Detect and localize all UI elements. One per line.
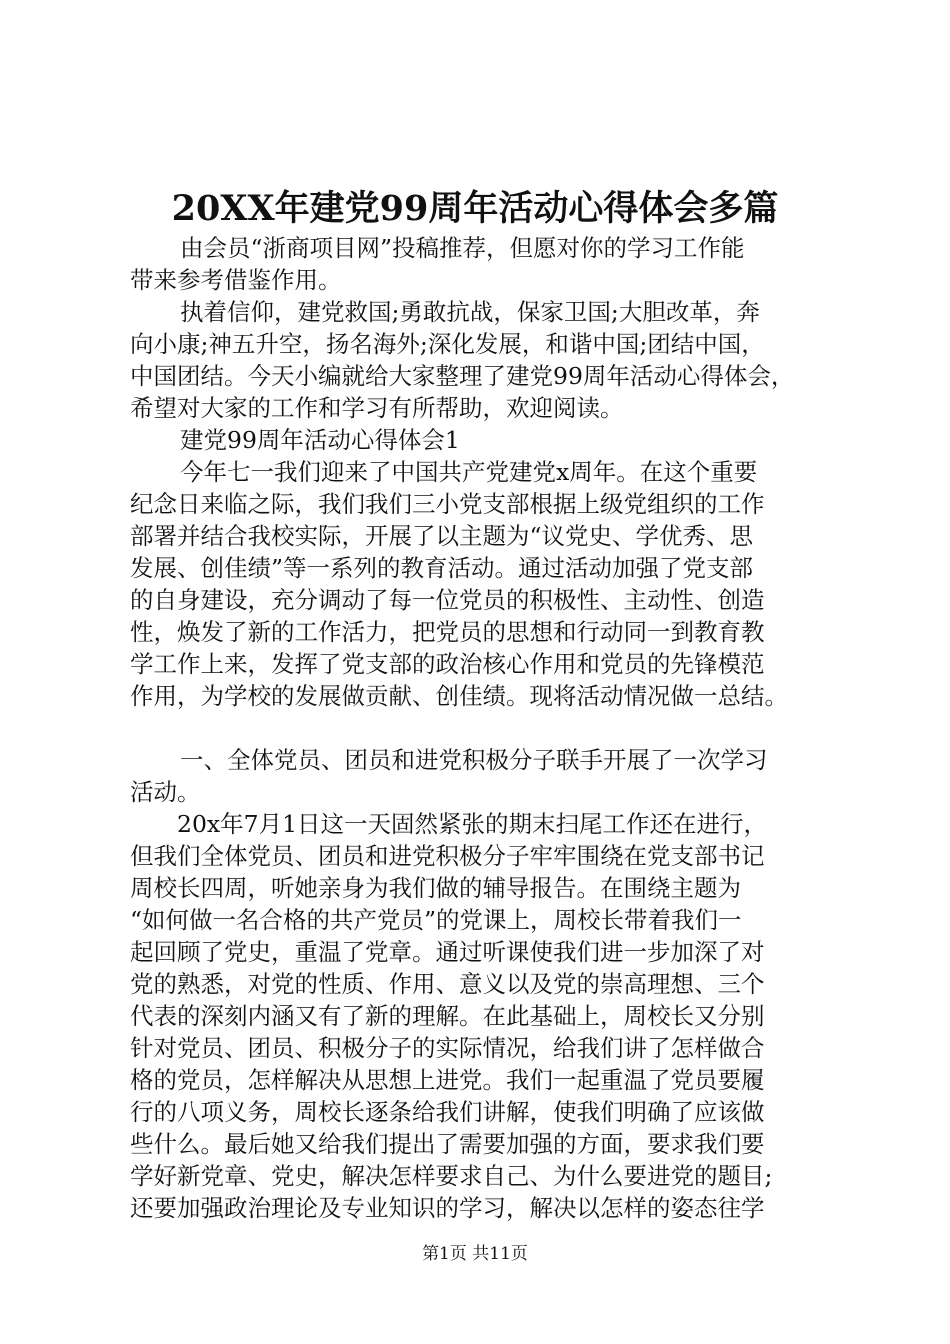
paragraph-line: 党的熟悉，对党的性质、作用、意义以及党的崇高理想、三个 <box>130 970 765 998</box>
paragraph-line: 20x年7月1日这一天固然紧张的期末扫尾工作还在进行， <box>177 810 768 838</box>
paragraph-line: 行的八项义务，周校长逐条给我们讲解，使我们明确了应该做 <box>130 1098 765 1126</box>
paragraph-line: 学工作上来，发挥了党支部的政治核心作用和党员的先锋模范 <box>130 650 765 678</box>
section-heading: 一、全体党员、团员和进党积极分子联手开展了一次学习 <box>180 746 768 774</box>
paragraph-line: 希望对大家的工作和学习有所帮助，欢迎阅读。 <box>130 394 624 422</box>
paragraph-line: 发展、创佳绩”等一系列的教育活动。通过活动加强了党支部 <box>130 554 754 582</box>
paragraph-line: 代表的深刻内涵又有了新的理解。在此基础上，周校长又分别 <box>130 1002 765 1030</box>
paragraph-line: 格的党员，怎样解决从思想上进党。我们一起重温了党员要履 <box>130 1066 765 1094</box>
paragraph-line: 周校长四周，听她亲身为我们做的辅导报告。在围绕主题为 <box>130 874 741 902</box>
paragraph-line: 作用，为学校的发展做贡献、创佳绩。现将活动情况做一总结。 <box>130 682 788 710</box>
paragraph-line: 些什么。最后她又给我们提出了需要加强的方面，要求我们要 <box>130 1130 765 1158</box>
paragraph-line: 活动。 <box>130 778 201 806</box>
paragraph-line: 的自身建设，充分调动了每一位党员的积极性、主动性、创造 <box>130 586 765 614</box>
paragraph-line: 但我们全体党员、团员和进党积极分子牢牢围绕在党支部书记 <box>130 842 765 870</box>
paragraph-line: 起回顾了党史，重温了党章。通过听课使我们进一步加深了对 <box>130 938 765 966</box>
blank-line <box>130 712 850 744</box>
paragraph-line: 中国团结。今天小编就给大家整理了建党99周年活动心得体会， <box>130 362 795 390</box>
paragraph-line: 带来参考借鉴作用。 <box>130 266 342 294</box>
document-body <box>130 232 850 1224</box>
paragraph-line: 执着信仰，建党救国;勇敢抗战，保家卫国;大胆改革，奔 <box>180 298 760 326</box>
paragraph-line: 学好新党章、党史，解决怎样要求自己、为什么要进党的题目; <box>130 1162 773 1190</box>
section-heading: 建党99周年活动心得体会1 <box>180 426 460 454</box>
document-title: 20XX年建党99周年活动心得体会多篇 <box>171 188 779 229</box>
paragraph-line: 针对党员、团员、积极分子的实际情况，给我们讲了怎样做合 <box>130 1034 765 1062</box>
paragraph-line: 性，焕发了新的工作活力，把党员的思想和行动同一到教育教 <box>130 618 765 646</box>
paragraph-line: 部署并结合我校实际，开展了以主题为“议党史、学优秀、思 <box>130 522 754 550</box>
paragraph-line: 今年七一我们迎来了中国共产党建党x周年。在这个重要 <box>180 458 758 486</box>
paragraph-line: 还要加强政治理论及专业知识的学习，解决以怎样的姿态往学 <box>130 1194 765 1222</box>
paragraph-line: 向小康;神五升空，扬名海外;深化发展，和谐中国;团结中国， <box>130 330 765 358</box>
paragraph-line: “如何做一名合格的共产党员”的党课上，周校长带着我们一 <box>130 906 742 934</box>
page-footer: 第1页 共11页 <box>422 1244 528 1264</box>
paragraph-line: 由会员“浙商项目网”投稿推荐，但愿对你的学习工作能 <box>180 234 745 262</box>
paragraph-line: 纪念日来临之际，我们我们三小党支部根据上级党组织的工作 <box>130 490 765 518</box>
